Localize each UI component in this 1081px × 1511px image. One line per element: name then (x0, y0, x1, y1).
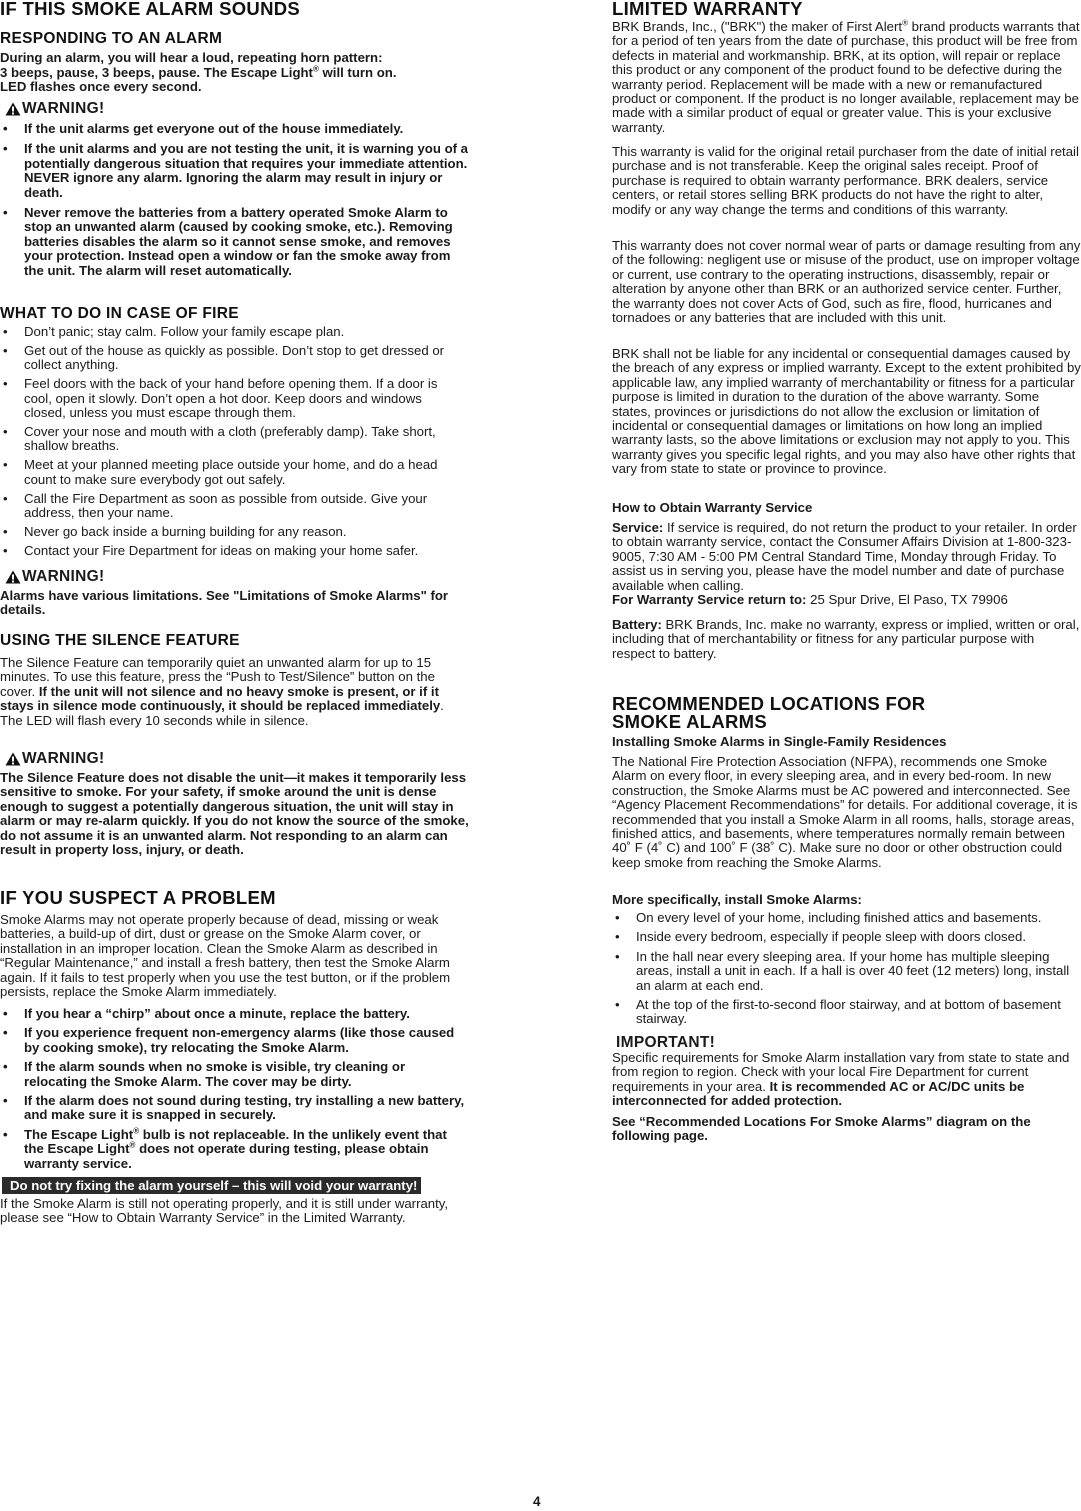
locations-subheading: Installing Smoke Alarms in Single-Family Residences (612, 734, 947, 749)
how-to-obtain-heading: How to Obtain Warranty Service (612, 500, 813, 515)
fire-list (0, 325, 455, 558)
problem-text: Smoke Alarms may not operate properly because of dead, missing or weak batteries, a build-up of dirt, dust or grease on the Smoke Alarm cover, or installation in an improper location. Clean the Smoke Alarm as described in “Regular Maintenance,” and install a fresh battery, then test the Smoke Alarm again. If it fails to test properly when you use the test button, or if the problem persists, replace the Smoke Alarm immediately. (0, 912, 451, 1000)
locations-list (612, 911, 1081, 1027)
warning1-list (0, 122, 470, 278)
warranty-void-banner: Do not try fixing the alarm yourself – this will void your warranty! (2, 1177, 421, 1194)
silence-text: The Silence Feature can temporarily quiet an unwanted alarm for up to 15 minutes. To use this feature, press the “Push to Test/Silence” button on the cover. If the unit will not silence and no heavy smoke is present, or if it stays in silence mode continuously, it should be replaced immediately. The LED will flash every 10 seconds while in silence. (0, 655, 444, 728)
warranty-para-1: BRK Brands, Inc., ("BRK") the maker of First Alert® brand products warrants that for a period of ten years from the date of purchase, this product will be free from defects in material and workmanship. BRK, at its option, will repair or replace this product or any component of the product found to be defective during the warranty period. Replacement will be made with a new or remanufactured product or component. If the product is no longer available, replacement may be made with a similar product of equal or greater value. This is your exclusive warranty. (612, 18, 1080, 135)
warning-triangle-icon (5, 752, 21, 766)
section-title-locations: RECOMMENDED LOCATIONS FOR SMOKE ALARMS (612, 693, 926, 732)
list-item: • Inside every bedroom, especially if people sleep with doors closed. (612, 930, 1081, 944)
list-item: • If the alarm sounds when no smoke is visible, try cleaning or relocating the Smoke Alarm. The cover may be dirty. (0, 1060, 466, 1089)
section-title-warranty: LIMITED WARRANTY (612, 0, 803, 19)
list-item: • Meet at your planned meeting place outside your home, and do a head count to make sure everybody got out safely. (0, 458, 455, 487)
warning2-text: Alarms have various limitations. See "Limitations of Smoke Alarms" for details. (0, 588, 449, 618)
list-item: • In the hall near every sleeping area. If your home has multiple sleeping areas, install a unit in each. If a hall is over 40 feet (12 meters) long, install an alarm at each end. (612, 950, 1081, 993)
list-item: • The Escape Light® bulb is not replaceable. In the unlikely event that the Escape Light® does not operate during testing, please obtain warranty service. (0, 1128, 466, 1171)
warning-heading-3: WARNING! (5, 751, 104, 767)
important-heading: IMPORTANT! (616, 1034, 716, 1051)
heading-responding: RESPONDING TO AN ALARM (0, 30, 223, 47)
list-item: • If the alarm does not sound during testing, try installing a new battery, and make sure it is snapped in securely. (0, 1094, 466, 1123)
warning-heading-2: WARNING! (5, 569, 104, 585)
list-item: • At the top of the first-to-second floor stairway, and at bottom of basement stairway. (612, 998, 1081, 1027)
list-item: • Never go back inside a burning building for any reason. (0, 525, 455, 539)
list-item: • Feel doors with the back of your hand before opening them. If a door is cool, open it slowly. Don’t open a hot door. Keep doors and windows closed, unless you must escape through them. (0, 377, 455, 420)
responding-text: During an alarm, you will hear a loud, repeating horn pattern: 3 beeps, pause, 3 beeps, pause. The Escape Light® will turn on. LED flashes once every second. (0, 50, 397, 94)
list-item: • On every level of your home, including finished attics and basements. (612, 911, 1081, 925)
warning-heading-1: WARNING! (5, 101, 104, 117)
warning-triangle-icon (5, 570, 21, 584)
section-title-problem: IF YOU SUSPECT A PROBLEM (0, 887, 276, 908)
list-item: • Contact your Fire Department for ideas on making your home safer. (0, 544, 455, 558)
locations-text: The National Fire Protection Association (NFPA), recommends one Smoke Alarm on every floor, in every sleeping area, and in every bed-room. In new construction, the Smoke Alarms must be AC powered and interconnected. See “Agency Placement Recommendations” for details. For additional coverage, it is recommended that you install a Smoke Alarm in all rooms, halls, storage areas, finished attics, and basements, where temperatures normally remain between 40˚ F (4˚ C) and 100˚ F (38˚ C). Make sure no door or other obstruction could keep smoke from reaching the Smoke Alarms. (612, 754, 1078, 870)
list-item: • If you experience frequent non-emergency alarms (like those caused by cooking smoke), try relocating the Smoke Alarm. (0, 1026, 466, 1055)
warning3-text: The Silence Feature does not disable the unit—it makes it temporarily less sensitive to smoke. For your safety, if smoke around the unit is dense enough to suggest a potentially dangerous situation, the unit will stay in alarm or may re-alarm quickly. If you do not know the source of the smoke, do not assume it is an unwanted alarm. Not responding to an alarm can result in property loss, injury, or death. (0, 770, 469, 858)
list-item: • Don’t panic; stay calm. Follow your family escape plan. (0, 325, 455, 339)
warranty-para-3: This warranty does not cover normal wear of parts or damage resulting from any of the following: negligent use or misuse of the product, use on improper voltage or current, use contrary to the operating instructions, disassembly, repair or alteration by anyone other than BRK or an authorized service center. Further, the warranty does not cover Acts of God, such as fire, flood, hurricanes and tornadoes or any batteries that are included with this unit. (612, 238, 1081, 326)
list-item: • Cover your nose and mouth with a cloth (preferably damp). Take short, shallow breaths. (0, 425, 455, 454)
list-item: • Call the Fire Department as soon as possible from outside. Give your address, then your name. (0, 492, 455, 521)
important-text: Specific requirements for Smoke Alarm installation vary from state to state and from region to region. Check with your local Fire Department for current requirements in your area. It is recommended AC or AC/DC units be interconnected for added protection. (612, 1050, 1070, 1109)
warranty-para-4: BRK shall not be liable for any incidental or consequential damages caused by the breach of any express or implied warranty. Except to the extent prohibited by applicable law, any implied warranty of merchantability or fitness for a particular purpose is limited in duration to the duration of the above warranty. Some states, provinces or jurisdictions do not allow the exclusion or limitation of incidental or consequential damages or limitations on how long an implied warranty lasts, so the above limitations or exclusion may not apply to you. This warranty gives you specific legal rights, and you may also have other rights that vary from state to state or province to province. (612, 346, 1081, 477)
heading-silence: USING THE SILENCE FEATURE (0, 632, 240, 649)
problem-list (0, 1007, 466, 1171)
more-specifically-heading: More specifically, install Smoke Alarms: (612, 892, 862, 907)
list-item: • If the unit alarms get everyone out of the house immediately. (0, 122, 470, 136)
warning-triangle-icon (5, 102, 21, 116)
list-item: • Get out of the house as quickly as possible. Don’t stop to get dressed or collect anything. (0, 344, 455, 373)
list-item: • If the unit alarms and you are not testing the unit, it is warning you of a potentially dangerous situation that requires your immediate attention. NEVER ignore any alarm. Ignoring the alarm may result in injury or death. (0, 142, 470, 200)
service-text: Service: If service is required, do not return the product to your retailer. In order to obtain warranty service, contact the Consumer Affairs Division at 1-800-323-9005, 7:30 AM - 5:00 PM Central Standard Time, Monday through Friday. To assist us in serving you, please have the model number and date of purchase available when calling. For Warranty Service return to: 25 Spur Drive, El Paso, TX 79906 (612, 520, 1077, 608)
section-title-alarm-sounds: IF THIS SMOKE ALARM SOUNDS (0, 0, 301, 19)
see-diagram-text: See “Recommended Locations For Smoke Alarms” diagram on the following page. (612, 1114, 1031, 1144)
problem-closing-text: If the Smoke Alarm is still not operating properly, and it is still under warranty, please see “How to Obtain Warranty Service” in the Limited Warranty. (0, 1196, 449, 1226)
list-item: • Never remove the batteries from a battery operated Smoke Alarm to stop an unwanted alarm (caused by cooking smoke, etc.). Removing batteries disables the alarm so it cannot sense smoke, and removes your protection. Instead open a window or fan the smoke away from the unit. The alarm will reset automatically. (0, 206, 470, 278)
list-item: • If you hear a “chirp” about once a minute, replace the battery. (0, 1007, 466, 1021)
battery-text: Battery: BRK Brands, Inc. make no warranty, express or implied, written or oral, including that of merchantability or fitness for any particular purpose with respect to battery. (612, 617, 1080, 661)
page-number: 4 (533, 1494, 541, 1509)
warranty-para-2: This warranty is valid for the original retail purchaser from the date of initial retail purchase and is not transferable. Keep the original sales receipt. Proof of purchase is required to obtain warranty performance. BRK dealers, service centers, or retail stores selling BRK products do not have the right to alter, modify or any way change the terms and conditions of this warranty. (612, 144, 1079, 217)
heading-fire: WHAT TO DO IN CASE OF FIRE (0, 305, 239, 322)
